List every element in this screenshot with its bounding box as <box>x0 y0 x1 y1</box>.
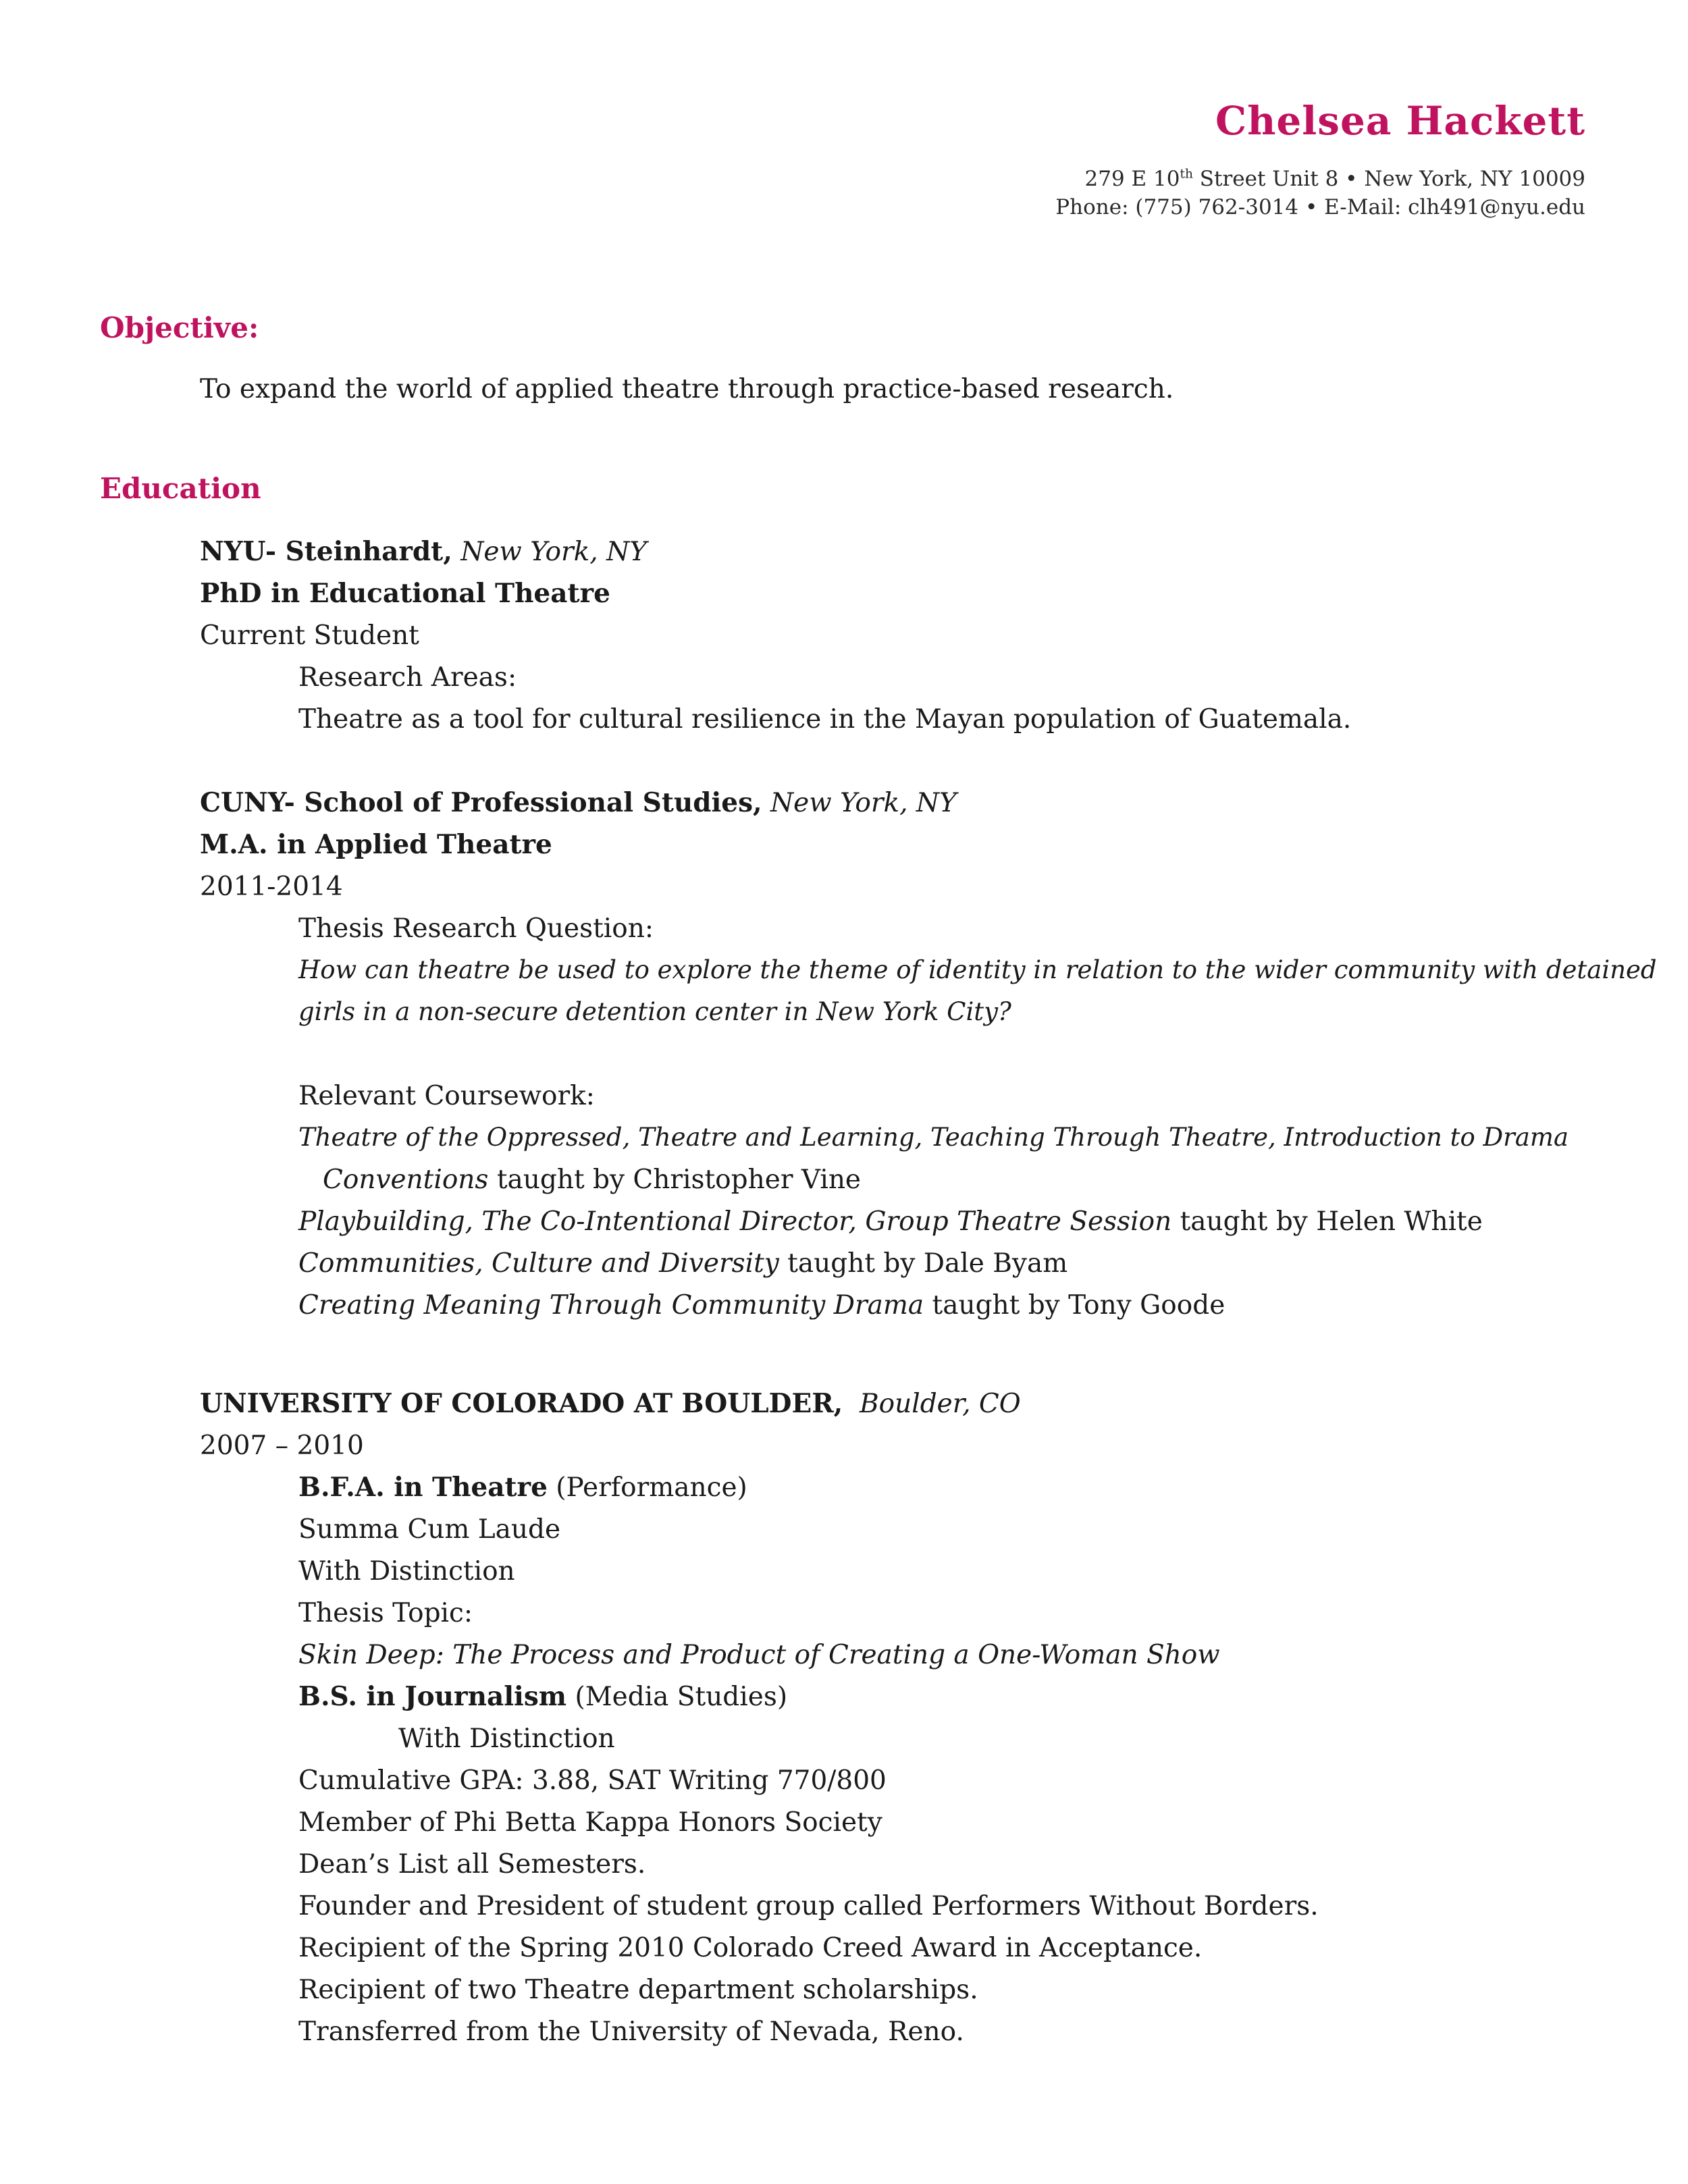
founder-line: Founder and President of student group called Performers Without Borders. <box>298 1891 1319 1921</box>
education-heading: Education <box>100 472 261 505</box>
cuny-degree: M.A. in Applied Theatre <box>200 829 552 860</box>
bfa-distinction: With Distinction <box>298 1556 515 1587</box>
bfa-thesis-label: Thesis Topic: <box>298 1598 473 1628</box>
cuny-years: 2011-2014 <box>200 872 343 902</box>
bs-distinction: With Distinction <box>398 1724 615 1754</box>
deans-list-line: Dean’s List all Semesters. <box>298 1849 646 1880</box>
award-line: Recipient of the Spring 2010 Colorado Creed Award in Acceptance. <box>298 1933 1203 1963</box>
nyu-status: Current Student <box>200 620 419 651</box>
honors-society-line: Member of Phi Betta Kappa Honors Society <box>298 1807 882 1838</box>
applicant-name: Chelsea Hackett <box>1215 98 1585 144</box>
nyu-research-label: Research Areas: <box>298 662 517 693</box>
colorado-years: 2007 – 2010 <box>200 1431 364 1461</box>
bs-degree-line: B.S. in Journalism (Media Studies) <box>298 1681 788 1712</box>
bfa-degree-line: B.F.A. in Theatre (Performance) <box>298 1472 747 1503</box>
cuny-coursework-label: Relevant Coursework: <box>298 1081 595 1111</box>
nyu-research-text: Theatre as a tool for cultural resilience in the Mayan population of Guatemala. <box>298 704 1352 735</box>
objective-heading: Objective: <box>100 311 259 344</box>
address-line: 279 E 10th Street Unit 8 • New York, NY 10009 <box>1084 167 1585 191</box>
contact-line: Phone: (775) 762-3014 • E-Mail: clh491@nyu.edu <box>1055 195 1585 219</box>
course-line-3: Communities, Culture and Diversity taught by Dale Byam <box>298 1248 1068 1279</box>
course-line-1-cont: Conventions taught by Christopher Vine <box>323 1165 862 1195</box>
colorado-school-line: UNIVERSITY OF COLORADO AT BOULDER, Boulder, CO <box>200 1388 1021 1419</box>
cuny-thesis-question-line1: How can theatre be used to explore the theme of identity in relation to the wider community with detained <box>298 955 1657 984</box>
scholarships-line: Recipient of two Theatre department scholarships. <box>298 1975 978 2005</box>
nyu-school-line: NYU- Steinhardt, New York, NY <box>200 536 647 567</box>
bfa-summa: Summa Cum Laude <box>298 1514 561 1545</box>
course-line-2: Playbuilding, The Co-Intentional Director, Group Theatre Session taught by Helen White <box>298 1206 1483 1237</box>
course-line-1: Theatre of the Oppressed, Theatre and Learning, Teaching Through Theatre, Introduction to Drama <box>298 1123 1569 1152</box>
cuny-thesis-question-line2: girls in a non-secure detention center in New York City? <box>298 997 1011 1026</box>
nyu-degree: PhD in Educational Theatre <box>200 578 610 609</box>
gpa-line: Cumulative GPA: 3.88, SAT Writing 770/800 <box>298 1765 887 1796</box>
course-line-4: Creating Meaning Through Community Drama taught by Tony Goode <box>298 1290 1225 1321</box>
cuny-school-line: CUNY- School of Professional Studies, New York, NY <box>200 787 957 818</box>
cuny-thesis-label: Thesis Research Question: <box>298 913 654 944</box>
bfa-thesis-title: Skin Deep: The Process and Product of Creating a One-Woman Show <box>298 1640 1220 1670</box>
transfer-line: Transferred from the University of Nevada, Reno. <box>298 2017 964 2047</box>
objective-text: To expand the world of applied theatre through practice-based research. <box>200 374 1174 404</box>
